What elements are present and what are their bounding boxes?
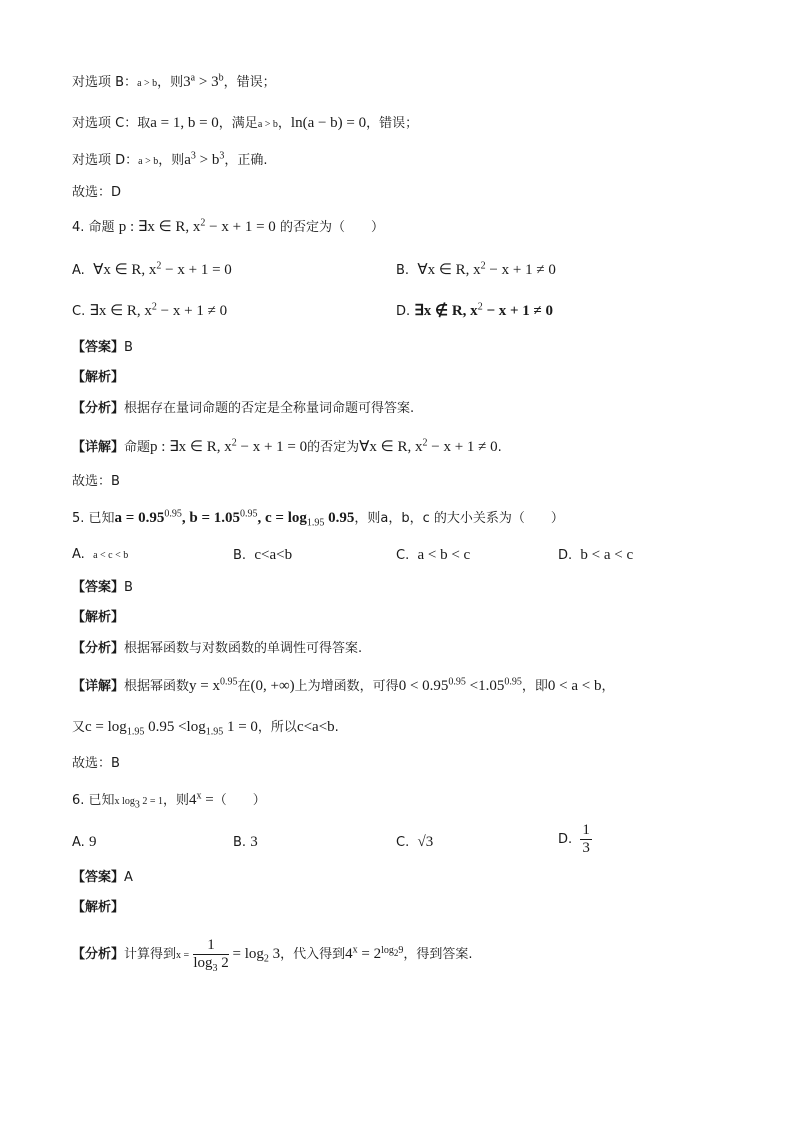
- q5-xiangjie-cont: 又$c = \log_{1.95} 0.95 <\log_{1.95}$ 1 = 0，所以c<a<b.: [72, 719, 339, 738]
- q5-xiangjie: 【详解】根据幂函数$y = x^{0.95}$在(0, +∞)上为增函数，可得$0 < 0.95^{0.95} <1.05^{0.95}$，即0 < a < b，: [72, 676, 615, 694]
- q6-option-b: B. 3: [233, 834, 258, 850]
- question-6: 6. 已知x $\log_3 2 = 1$，则$4^x$ =（ ）: [72, 790, 266, 811]
- q5-fenxi: 【分析】根据幂函数与对数函数的单调性可得答案.: [72, 641, 363, 656]
- q5-option-a: A. a < c < b: [72, 547, 129, 562]
- q6-option-d: D. $\frac{1}{3}$: [558, 822, 590, 856]
- fraction: $\frac{1}{3}$: [582, 822, 590, 856]
- option-d-analysis: 对选项 D：a > b，则$a^3 > b^3$，正确.: [72, 150, 268, 168]
- q4-option-b: B. ∀x ∈ R, $x^2 - x + 1 \ne 0$: [396, 260, 556, 278]
- q6-option-c: C. √3: [396, 834, 434, 850]
- q5-analysis-heading: 【解析】: [72, 610, 125, 625]
- q6-answer: 【答案】A: [72, 870, 133, 885]
- q4-xiangjie: 【详解】命题p : ∃x ∈ R, $x^2 - x + 1 = 0$的否定为∀x ∈ R, $x^2 - x + 1 \ne 0$.: [72, 437, 502, 455]
- option-c-analysis: 对选项 C：取a = 1, b = 0，满足a > b，ln(a − b) = 0，错误；: [72, 115, 419, 131]
- q6-option-a: A. 9: [72, 834, 97, 850]
- q4-analysis-heading: 【解析】: [72, 370, 125, 385]
- answer-line: 故选：D: [72, 185, 122, 200]
- q4-conclusion: 故选：B: [72, 474, 120, 489]
- option-b-analysis: 对选项 B：a > b，则$3^a > 3^b$，错误；: [72, 72, 276, 90]
- q4-option-a: A. ∀x ∈ R, $x^2 - x + 1 = 0$: [72, 260, 232, 278]
- q4-option-d: D. ∃x ∉ R, $x^2 - x + 1 \ne 0$: [396, 301, 554, 319]
- q4-fenxi: 【分析】根据存在量词命题的否定是全称量词命题可得答案.: [72, 401, 415, 416]
- q4-option-c: C. ∃x ∈ R, $x^2 - x + 1 \ne 0$: [72, 301, 228, 319]
- q6-fenxi: 【分析】计算得到x = $\frac{1}{\log_3 2}$ = $\log_2 3$，代入得到$4^x = 2^{log_29}$，得到答案.: [72, 937, 473, 974]
- fraction: $\frac{1}{\log_3 2}$: [193, 937, 229, 974]
- q4-answer: 【答案】B: [72, 340, 133, 355]
- q5-option-d: D. b < a < c: [558, 547, 634, 563]
- q5-conclusion: 故选：B: [72, 756, 120, 771]
- q5-option-c: C. a < b < c: [396, 547, 471, 563]
- question-4: 4. 命题 p : ∃x ∈ R, $x^2 - x + 1 = 0$ 的否定为（ ）: [72, 217, 384, 235]
- q5-option-b: B. c<a<b: [233, 547, 293, 563]
- question-5: 5. 已知$a = 0.95^{0.95}$, $b = 1.05^{0.95}$, $c = \log_{1.95} 0.95$，则a，b，c 的大小关系为（ ）: [72, 508, 564, 529]
- q6-analysis-heading: 【解析】: [72, 900, 125, 915]
- q5-answer: 【答案】B: [72, 580, 133, 595]
